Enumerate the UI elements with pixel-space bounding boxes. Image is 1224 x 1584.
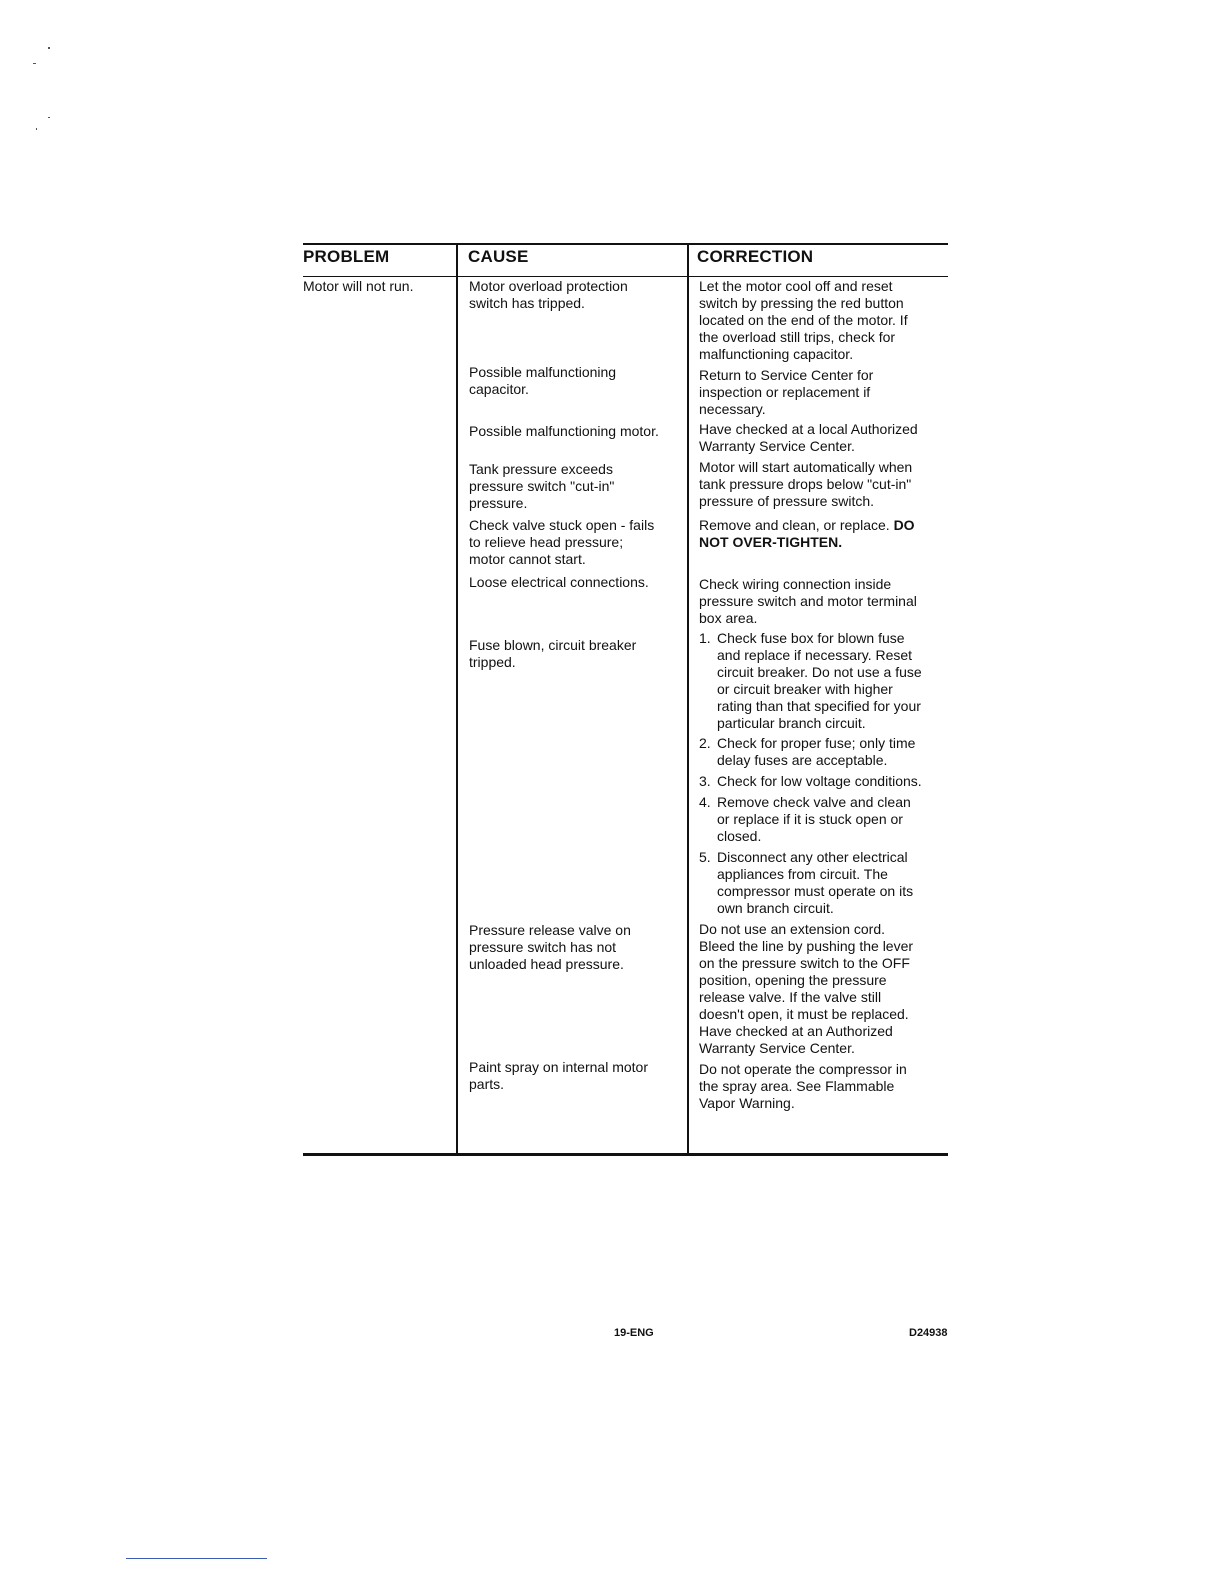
list-text: Disconnect any other electrical appliances from circuit. The compressor must operate on its own branch circuit.	[717, 849, 914, 916]
column-divider	[687, 243, 689, 1153]
correction-list-item	[699, 630, 951, 732]
column-divider	[456, 243, 458, 1153]
troubleshooting-table	[303, 243, 948, 1160]
cause-text: Tank pressure exceeds pressure switch "cut-in" pressure.	[469, 461, 615, 511]
cause-text: Loose electrical connections.	[469, 574, 649, 590]
correction-list-item	[699, 794, 951, 845]
scan-speck	[36, 128, 37, 130]
scan-speck	[33, 63, 36, 64]
header-cause: CAUSE	[468, 247, 529, 266]
correction-list-item	[699, 849, 951, 917]
correction-text: Return to Service Center for inspection or replacement if necessary.	[699, 367, 874, 417]
cause-text: Pressure release valve on pressure switch has not unloaded head pressure.	[469, 922, 631, 972]
page-number: 19-ENG	[614, 1327, 654, 1339]
correction-text: Do not use an extension cord.	[699, 921, 886, 937]
list-text: Check for proper fuse; only time delay fuses are acceptable.	[717, 735, 916, 768]
list-text: Check for low voltage conditions.	[717, 773, 922, 789]
list-number: 5.	[699, 849, 711, 865]
list-text: Check fuse box for blown fuse and replace if necessary. Reset circuit breaker. Do not use a fuse or circuit breaker with higher rating than that specified for your particular branch circuit.	[717, 630, 922, 731]
correction-text: Do not operate the compressor in the spray area. See Flammable Vapor Warning.	[699, 1061, 907, 1111]
cause-text: Possible malfunctioning capacitor.	[469, 364, 617, 397]
header-problem: PROBLEM	[303, 247, 390, 266]
correction-text: Bleed the line by pushing the lever on the pressure switch to the OFF position, opening the pressure release valve. If the valve still doesn't open, it must be replaced. Have checked at an Authorized Warranty Service Center.	[699, 938, 914, 1056]
correction-text: Check wiring connection inside pressure switch and motor terminal box area.	[699, 576, 917, 626]
header-correction: CORRECTION	[697, 247, 814, 266]
correction-list-item	[699, 773, 951, 790]
do-not-over-tighten-warning: DO NOT OVER-TIGHTEN.	[699, 517, 915, 550]
list-number: 1.	[699, 630, 711, 646]
list-number: 2.	[699, 735, 711, 751]
document-code: D24938	[909, 1327, 948, 1339]
correction-text: Motor will start automatically when tank pressure drops below "cut-in" pressure of pressure switch.	[699, 459, 913, 509]
correction-text	[699, 517, 951, 551]
table-bottom-rule	[303, 1153, 948, 1156]
correction-text: Let the motor cool off and reset switch by pressing the red button located on the end of the motor. If the overload still trips, check for malfunctioning capacitor.	[699, 278, 908, 362]
problem-text: Motor will not run.	[303, 278, 414, 294]
scan-speck	[48, 47, 50, 49]
table-header-rule	[303, 276, 948, 277]
cause-text: Possible malfunctioning motor.	[469, 423, 659, 439]
correction-text-regular: Remove and clean, or replace.	[699, 517, 890, 533]
cause-text: Paint spray on internal motor parts.	[469, 1059, 648, 1092]
cause-text: Fuse blown, circuit breaker tripped.	[469, 637, 637, 670]
scan-speck	[48, 117, 50, 118]
correction-list-item	[699, 735, 951, 769]
list-text: Remove check valve and clean or replace if it is stuck open or closed.	[717, 794, 911, 844]
scan-underline	[126, 1558, 267, 1559]
table-top-rule	[303, 243, 948, 245]
correction-text: Have checked at a local Authorized Warranty Service Center.	[699, 421, 918, 454]
list-number: 3.	[699, 773, 711, 789]
cause-text: Check valve stuck open - fails to relieve head pressure; motor cannot start.	[469, 517, 655, 567]
list-number: 4.	[699, 794, 711, 810]
cause-text: Motor overload protection switch has tripped.	[469, 278, 628, 311]
